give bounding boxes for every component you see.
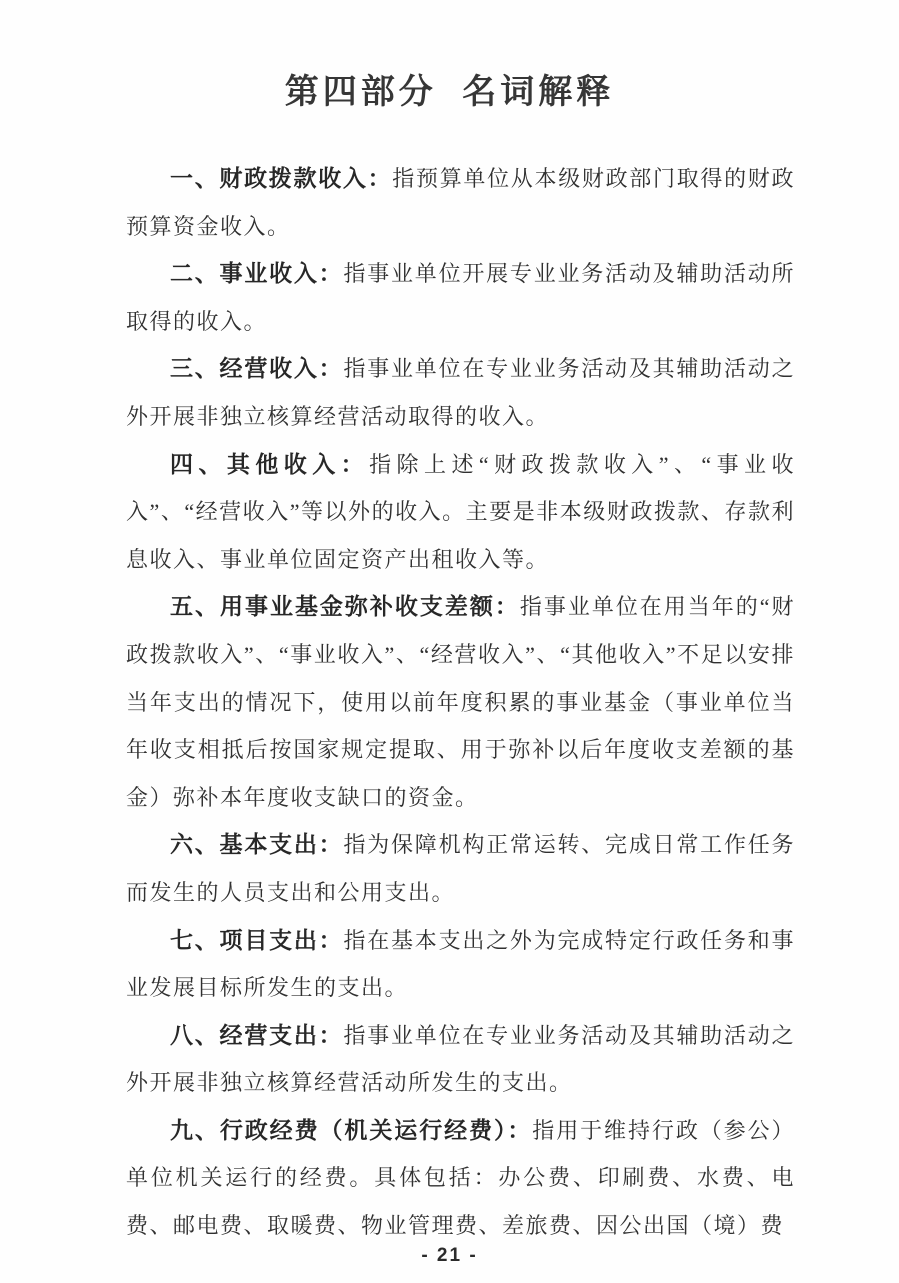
term-definition: 指在基本支出之外为完成特定行政任务和事业发展目标所发生的支出。	[126, 927, 795, 1001]
definition-paragraph-2	[126, 250, 795, 345]
term-label: 三、经营收入：	[170, 356, 344, 382]
term-label: 二、事业收入：	[170, 261, 344, 287]
term-definition: 指为保障机构正常运转、完成日常工作任务而发生的人员支出和公用支出。	[126, 832, 795, 905]
definition-paragraph-6	[126, 821, 795, 916]
term-definition: 指事业单位在专业业务活动及其辅助活动之外开展非独立核算经营活动所发生的支出。	[126, 1022, 795, 1096]
term-label: 八、经营支出：	[170, 1022, 344, 1048]
term-definition: 指事业单位在用当年的“财政拨款收入”、“事业收入”、“经营收入”、“其他收入”不足以安排当年支出的情况下，使用以前年度积累的事业基金（事业单位当年收支相抵后按国家规定提取、用于弥补以后年度收支差额的基金）弥补本年度收支缺口的资金。	[126, 594, 796, 810]
definition-paragraph-1	[126, 155, 795, 250]
term-label: 七、项目支出：	[170, 927, 344, 953]
term-label: 一、财政拨款收入：	[170, 166, 393, 191]
definition-paragraph-7	[126, 917, 795, 1012]
definition-paragraph-9	[126, 1107, 795, 1250]
definition-paragraph-4	[126, 441, 795, 584]
page-title: 第四部分 名词解释	[284, 73, 615, 111]
definition-paragraph-3	[126, 345, 795, 440]
term-definition: 指除上述“财政拨款收入”、“事业收入”、“经营收入”等以外的收入。主要是非本级财政拨款、存款利息收入、事业单位固定资产出租收入等。	[126, 451, 796, 572]
term-definition: 指用于维持行政（参公）单位机关运行的经费。具体包括：办公费、印刷费、水费、电费、邮电费、取暖费、物业管理费、差旅费、因公出国（境）费	[126, 1117, 795, 1239]
term-definition: 指预算单位从本级财政部门取得的财政预算资金收入。	[126, 166, 795, 239]
definition-paragraph-5	[126, 583, 795, 821]
term-label: 四、其他收入：	[170, 451, 370, 477]
term-label: 六、基本支出：	[170, 832, 344, 858]
definition-paragraph-8	[126, 1012, 795, 1107]
document-body	[126, 155, 795, 1250]
term-definition: 指事业单位开展专业业务活动及辅助活动所取得的收入。	[126, 261, 795, 334]
term-label: 九、行政经费（机关运行经费）：	[170, 1117, 533, 1143]
term-label: 五、用事业基金弥补收支差额：	[170, 594, 520, 620]
term-definition: 指事业单位在专业业务活动及其辅助活动之外开展非独立核算经营活动取得的收入。	[126, 356, 795, 429]
page-number: - 21 -	[421, 1245, 478, 1266]
